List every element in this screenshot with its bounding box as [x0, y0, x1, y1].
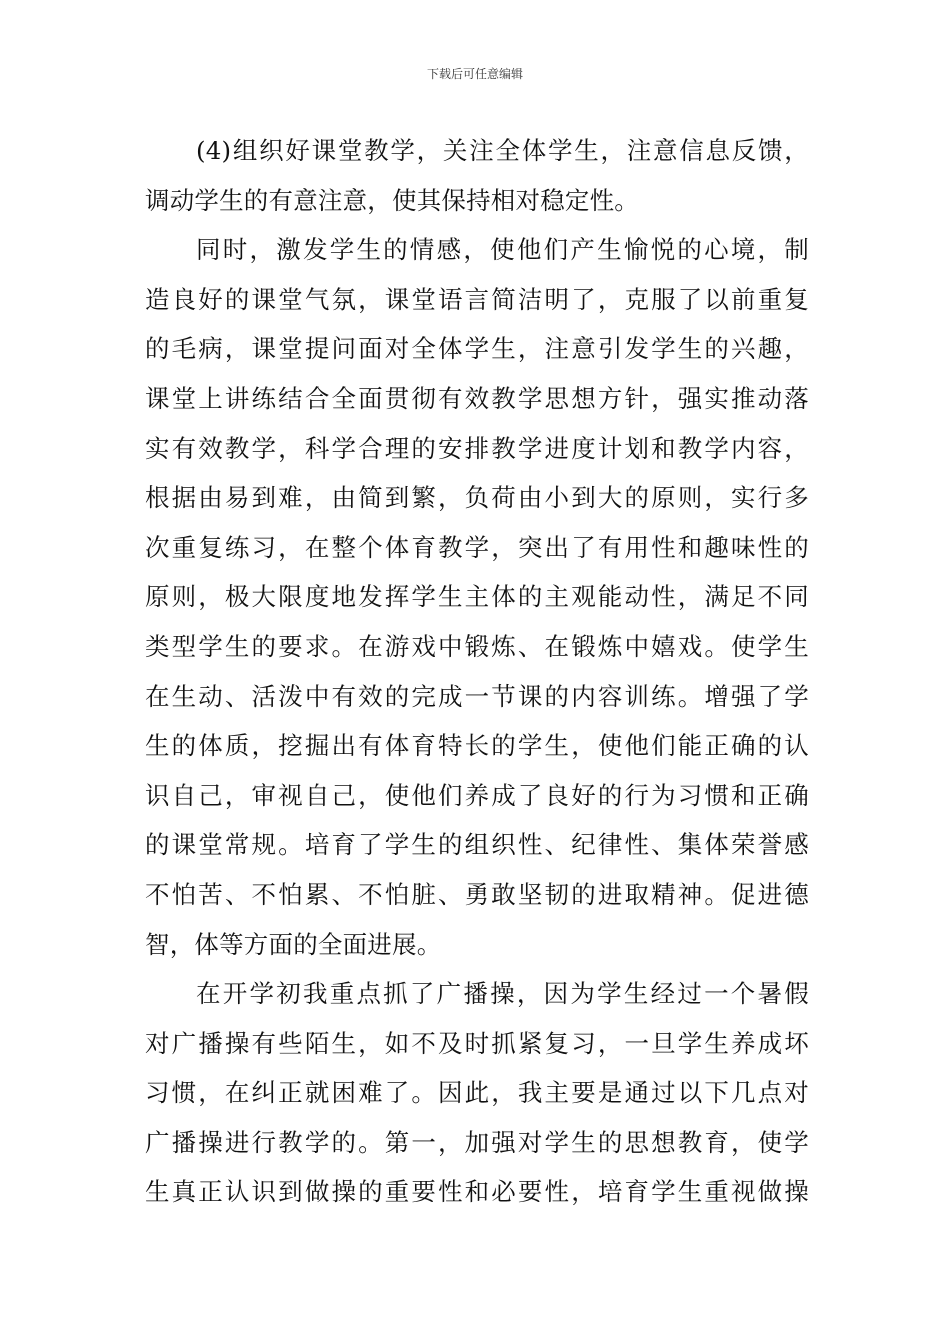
paragraph-line: 根据由易到难，由简到繁，负荷由小到大的原则，实行多 [145, 483, 809, 513]
body-text [145, 126, 809, 1217]
paragraph-line: 在开学初我重点抓了广播操，因为学生经过一个暑假 [196, 979, 809, 1009]
paragraph-line: 在生动、活泼中有效的完成一节课的内容训练。增强了学 [145, 681, 809, 711]
paragraph-line: 课堂上讲练结合全面贯彻有效教学思想方针，强实推动落 [145, 383, 809, 413]
paragraph-line: 原则，极大限度地发挥学生主体的主观能动性，满足不同 [145, 582, 809, 612]
paragraph-line: 习惯，在纠正就困难了。因此，我主要是通过以下几点对 [145, 1078, 809, 1108]
paragraph-line: 造良好的课堂气氛，课堂语言简洁明了，克服了以前重复 [145, 284, 809, 314]
paragraph-line: 生的体质，挖掘出有体育特长的学生，使他们能正确的认 [145, 731, 809, 761]
paragraph-line: 类型学生的要求。在游戏中锻炼、在锻炼中嬉戏。使学生 [145, 631, 809, 661]
paragraph-line: 智，体等方面的全面进展。 [145, 929, 442, 959]
paragraph-line: 对广播操有些陌生，如不及时抓紧复习，一旦学生养成坏 [145, 1028, 809, 1058]
paragraph-line: 广播操进行教学的。第一，加强对学生的思想教育，使学 [145, 1127, 809, 1157]
paragraph-line: 次重复练习，在整个体育教学，突出了有用性和趣味性的 [145, 532, 809, 562]
paragraph-line: 的课堂常规。培育了学生的组织性、纪律性、集体荣誉感 [145, 830, 809, 860]
paragraph-line: 实有效教学，科学合理的安排教学进度计划和教学内容， [145, 433, 809, 463]
paragraph-line: 调动学生的有意注意，使其保持相对稳定性。 [145, 185, 639, 215]
paragraph-line: 同时，激发学生的情感，使他们产生愉悦的心境，制 [196, 235, 809, 265]
paragraph-line: 识自己，审视自己，使他们养成了良好的行为习惯和正确 [145, 780, 809, 810]
paragraph-line: 生真正认识到做操的重要性和必要性，培育学生重视做操 [145, 1177, 809, 1207]
paragraph-line: 不怕苦、不怕累、不怕脏、勇敢坚韧的进取精神。促进德 [145, 879, 809, 909]
paragraph-line: 的毛病，课堂提问面对全体学生，注意引发学生的兴趣， [145, 334, 809, 364]
paragraph-line: (4)组织好课堂教学，关注全体学生，注意信息反馈， [196, 136, 809, 165]
page-header: 下载后可任意编辑 [426, 67, 523, 81]
